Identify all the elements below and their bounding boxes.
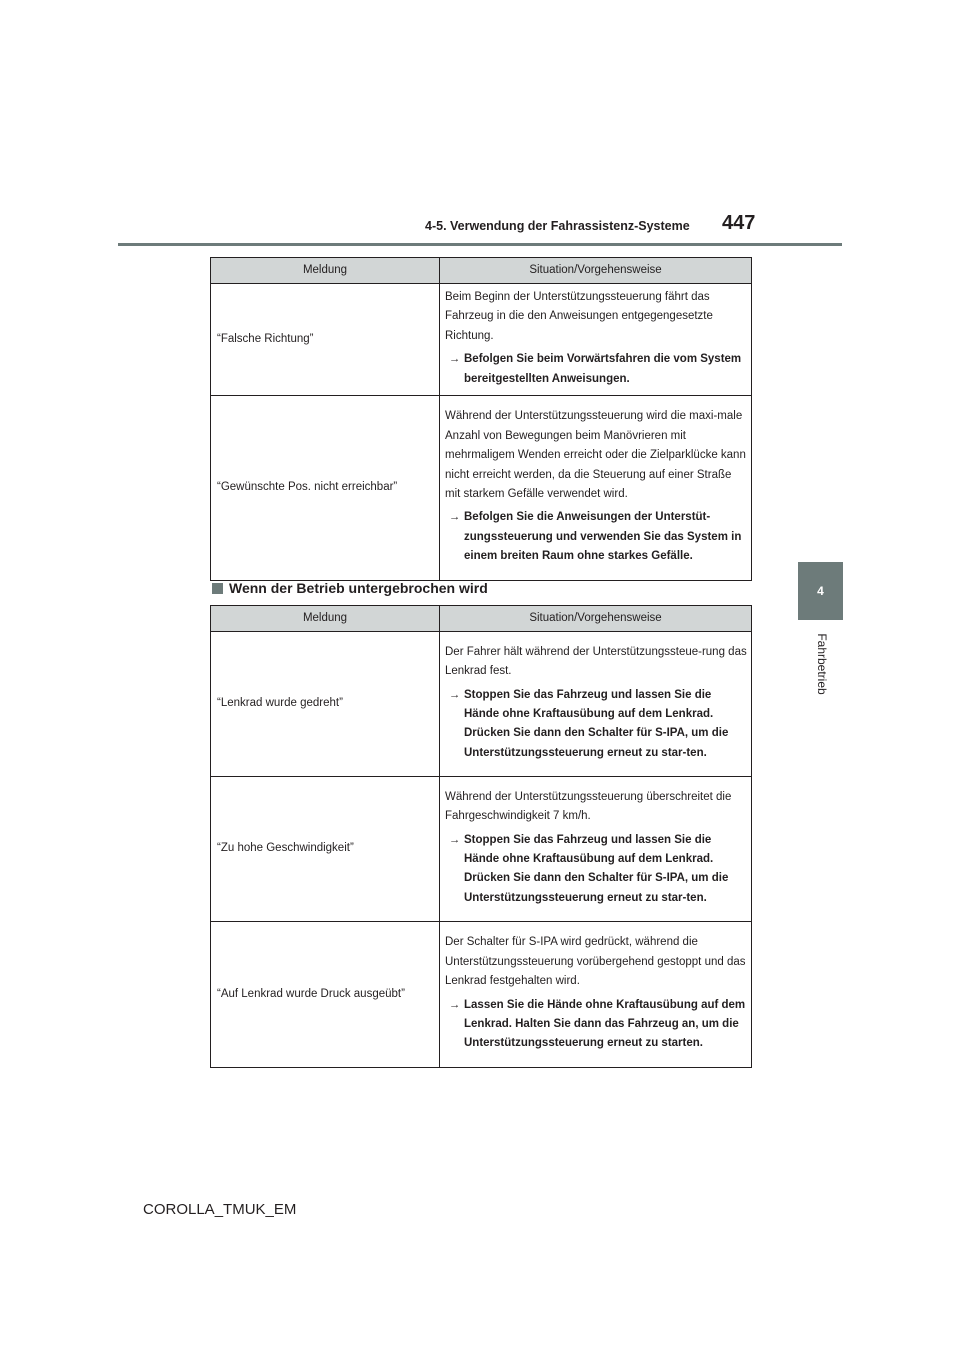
arrow-icon: → bbox=[448, 688, 461, 701]
situation-text: Der Fahrer hält während der Unterstützungssteue-rung das Lenkrad fest. bbox=[445, 645, 747, 678]
table-row bbox=[211, 284, 752, 396]
action-text: Befolgen Sie die Anweisungen der Unterstüt-zungssteuerung und verwenden Sie das System in einem breiten Raum ohne starkes Gefälle. bbox=[464, 511, 742, 563]
column-header-message: Meldung bbox=[211, 258, 440, 284]
situation-cell bbox=[440, 632, 752, 777]
message-table-1 bbox=[210, 257, 752, 581]
action-text: Lassen Sie die Hände ohne Kraftausübung auf dem Lenkrad. Halten Sie dann das Fahrzeug an, um die Unterstützungssteuerung erneut zu starten. bbox=[464, 998, 746, 1050]
column-header-situation: Situation/Vorgehensweise bbox=[440, 606, 752, 632]
chapter-label: Fahrbetrieb bbox=[815, 633, 829, 695]
column-header-situation: Situation/Vorgehensweise bbox=[440, 258, 752, 284]
message-cell: “Gewünschte Pos. nicht erreichbar” bbox=[211, 396, 440, 581]
action-text: Befolgen Sie beim Vorwärtsfahren die vom System bereitgestellten Anweisungen. bbox=[464, 353, 742, 385]
action-line bbox=[445, 686, 747, 764]
situation-text: Beim Beginn der Unterstützungssteuerung fährt das Fahrzeug in die den Anweisungen entgegengesetzte Richtung. bbox=[445, 291, 713, 342]
table-header-row bbox=[211, 606, 752, 632]
situation-text: Der Schalter für S-IPA wird gedrückt, während die Unterstützungssteuerung vorübergehend gestoppt und das Lenkrad festgehalten wird. bbox=[445, 936, 746, 988]
table-row bbox=[211, 632, 752, 777]
footer-doc-id: COROLLA_TMUK_EM bbox=[143, 1201, 297, 1218]
message-cell: “Lenkrad wurde gedreht” bbox=[211, 632, 440, 777]
action-text: Stoppen Sie das Fahrzeug und lassen Sie die Hände ohne Kraftausübung auf dem Lenkrad. Drücken Sie dann den Schalter für S-IPA, um die Unterstützungssteuerung erneut zu star-ten. bbox=[464, 688, 729, 759]
header-divider bbox=[118, 243, 842, 246]
action-text: Stoppen Sie das Fahrzeug und lassen Sie die Hände ohne Kraftausübung auf dem Lenkrad. Drücken Sie dann den Schalter für S-IPA, um die Unterstützungssteuerung erneut zu star-ten. bbox=[464, 833, 729, 904]
page-number: 447 bbox=[722, 212, 756, 234]
situation-text: Während der Unterstützungssteuerung wird die maxi-male Anzahl von Bewegungen beim Manövrieren mit mehrmaligem Wenden erreicht oder die Zielparklücke kann nicht erreicht werden, da die Steuerung auf einer Straße mit starkem Gefälle verwendet wird. bbox=[445, 410, 746, 501]
situation-cell bbox=[440, 777, 752, 922]
action-line bbox=[445, 831, 747, 909]
table-row bbox=[211, 777, 752, 922]
section-heading-text: Wenn der Betrieb untergebrochen wird bbox=[229, 580, 488, 596]
section-title: 4-5. Verwendung der Fahrassistenz-Systeme bbox=[425, 219, 690, 233]
message-table-2 bbox=[210, 605, 752, 1068]
message-cell: “Zu hohe Geschwindigkeit” bbox=[211, 777, 440, 922]
arrow-icon: → bbox=[448, 353, 461, 366]
message-cell: “Auf Lenkrad wurde Druck ausgeübt” bbox=[211, 922, 440, 1068]
situation-cell bbox=[440, 396, 752, 581]
action-line bbox=[445, 996, 747, 1054]
arrow-icon: → bbox=[448, 511, 461, 524]
situation-cell bbox=[440, 922, 752, 1068]
arrow-icon: → bbox=[448, 998, 461, 1011]
action-line bbox=[445, 508, 747, 566]
situation-text: Während der Unterstützungssteuerung überschreitet die Fahrgeschwindigkeit 7 km/h. bbox=[445, 790, 732, 823]
table-row bbox=[211, 922, 752, 1068]
square-bullet-icon bbox=[212, 583, 223, 594]
column-header-message: Meldung bbox=[211, 606, 440, 632]
message-cell: “Falsche Richtung” bbox=[211, 284, 440, 396]
chapter-number: 4 bbox=[817, 584, 824, 598]
table-header-row bbox=[211, 258, 752, 284]
section-heading bbox=[212, 580, 488, 596]
table-row bbox=[211, 396, 752, 581]
action-line bbox=[445, 350, 747, 389]
situation-cell bbox=[440, 284, 752, 396]
arrow-icon: → bbox=[448, 833, 461, 846]
